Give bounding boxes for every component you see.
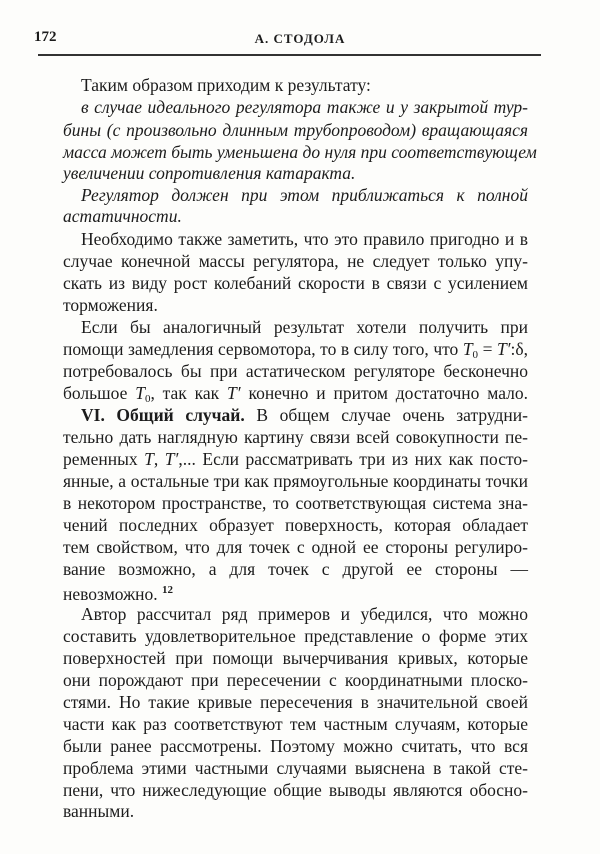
- text-span: скать из виду рост колебаний скорости в связи с усилением: [63, 273, 528, 293]
- text-line: [63, 162, 528, 184]
- text-span: масса может быть уменьшена до нуля при соответствующем: [63, 142, 537, 162]
- math-symbol: T′: [164, 449, 179, 469]
- math-symbol: T: [135, 383, 145, 403]
- text-span: большое: [63, 383, 136, 403]
- text-line: [63, 579, 528, 605]
- text-line: [63, 448, 528, 470]
- text-span: проблема этими частными случаями выяснена в такой сте-: [63, 758, 528, 778]
- math-symbol: T′: [227, 383, 241, 403]
- text-line: [63, 779, 528, 801]
- text-line: [63, 691, 528, 713]
- math-symbol: T: [462, 339, 473, 359]
- text-line: [63, 272, 528, 294]
- text-line: [63, 228, 528, 250]
- text-line: [63, 74, 528, 96]
- text-span: Автор рассчитал ряд примеров и убедился, что можно: [81, 604, 528, 624]
- text-line: [63, 119, 528, 141]
- text-line: [63, 800, 528, 822]
- text-span: в случае идеального регулятора также и у закрытой тур-: [81, 97, 528, 117]
- text-span: в некотором пространстве, то соответствующая система зна-: [63, 493, 528, 513]
- text-span: ременных: [63, 449, 145, 469]
- text-line: [63, 184, 528, 206]
- text-span: торможения.: [63, 295, 158, 315]
- text-span: чений последних образует поверхность, которая обладает: [63, 515, 528, 535]
- footnote-ref: 12: [162, 584, 174, 596]
- text-line: [63, 558, 528, 580]
- math-symbol: 0: [144, 393, 151, 405]
- page-number: 172: [34, 29, 57, 45]
- text-span: Необходимо также заметить, что это правило пригодно и в: [81, 229, 528, 249]
- text-span: ,: [153, 449, 165, 469]
- math-symbol: 0: [472, 349, 479, 361]
- text-line: [63, 360, 528, 382]
- section-heading: VI. Общий случай.: [81, 405, 245, 425]
- text-span: помощи замедления сервомотора, то в силу того, что: [63, 339, 463, 359]
- text-line: [63, 205, 528, 227]
- text-span: :δ,: [510, 339, 528, 359]
- text-line: [63, 96, 528, 118]
- text-line: [63, 603, 528, 625]
- text-span: В общем случае очень затрудни-: [244, 405, 528, 425]
- header-rule: [38, 54, 541, 56]
- text-span: астатичности.: [63, 206, 182, 226]
- text-line: [63, 250, 528, 272]
- text-line: [63, 669, 528, 691]
- text-line: [63, 470, 528, 492]
- text-span: невозможно.: [63, 584, 163, 604]
- text-span: , так как: [150, 383, 228, 403]
- text-span: янные, а остальные три как прямоугольные координаты точки: [63, 471, 528, 491]
- text-span: поверхностей при помощи вычерчивания кривых, которые: [63, 648, 528, 668]
- text-line: [63, 647, 528, 669]
- text-line: [63, 294, 528, 316]
- text-line: [63, 625, 528, 647]
- text-span: потребовалось бы при астатическом регуляторе бесконечно: [63, 361, 528, 381]
- text-span: случае конечной массы регулятора, не следует только упу-: [63, 251, 528, 271]
- math-symbol: T: [144, 449, 154, 469]
- text-span: бины (с произвольно длинным трубопроводом) вращающаяся: [63, 120, 528, 140]
- text-span: увеличении сопротивления катаракта.: [63, 163, 356, 183]
- text-span: тельно дать наглядную картину связи всей совокупности пе-: [63, 427, 528, 447]
- text-span: тем свойством, что для точек с одной ее стороны регулиро-: [63, 537, 528, 557]
- text-span: вание возможно, а для точек с другой ее стороны —: [63, 559, 528, 579]
- text-span: пени, что нижеследующие общие выводы являются обосно-: [63, 780, 528, 800]
- running-head: А. СТОДОЛА: [254, 31, 346, 46]
- math-symbol: T′: [496, 339, 511, 359]
- text-span: конечно и притом достаточно мало.: [240, 383, 529, 403]
- text-span: составить удовлетворительное представление о форме этих: [63, 626, 528, 646]
- text-span: были ранее рассмотрены. Поэтому можно считать, что вся: [63, 736, 528, 756]
- text-line: [63, 713, 528, 735]
- text-span: части как раз соответствуют тем частным случаям, которые: [63, 714, 528, 734]
- text-span: ванными.: [63, 801, 135, 821]
- text-span: стями. Но такие кривые пересечения в значительной своей: [63, 692, 528, 712]
- text-line: [63, 536, 528, 558]
- text-line: [63, 514, 528, 536]
- text-line: [63, 426, 528, 448]
- text-span: они порождают при пересечении с координатными плоско-: [63, 670, 528, 690]
- text-line: [63, 316, 528, 338]
- text-span: Таким образом приходим к результату:: [81, 75, 371, 95]
- text-line: [63, 492, 528, 514]
- text-span: ,... Если рассматривать три из них как посто-: [178, 449, 528, 469]
- text-span: =: [478, 339, 497, 359]
- text-line: [63, 141, 537, 163]
- text-span: Регулятор должен при этом приближаться к полной: [81, 185, 528, 205]
- text-line: [63, 735, 528, 757]
- text-line: [63, 757, 528, 779]
- text-line: [63, 404, 528, 426]
- text-span: Если бы аналогичный результат хотели получить при: [81, 317, 528, 337]
